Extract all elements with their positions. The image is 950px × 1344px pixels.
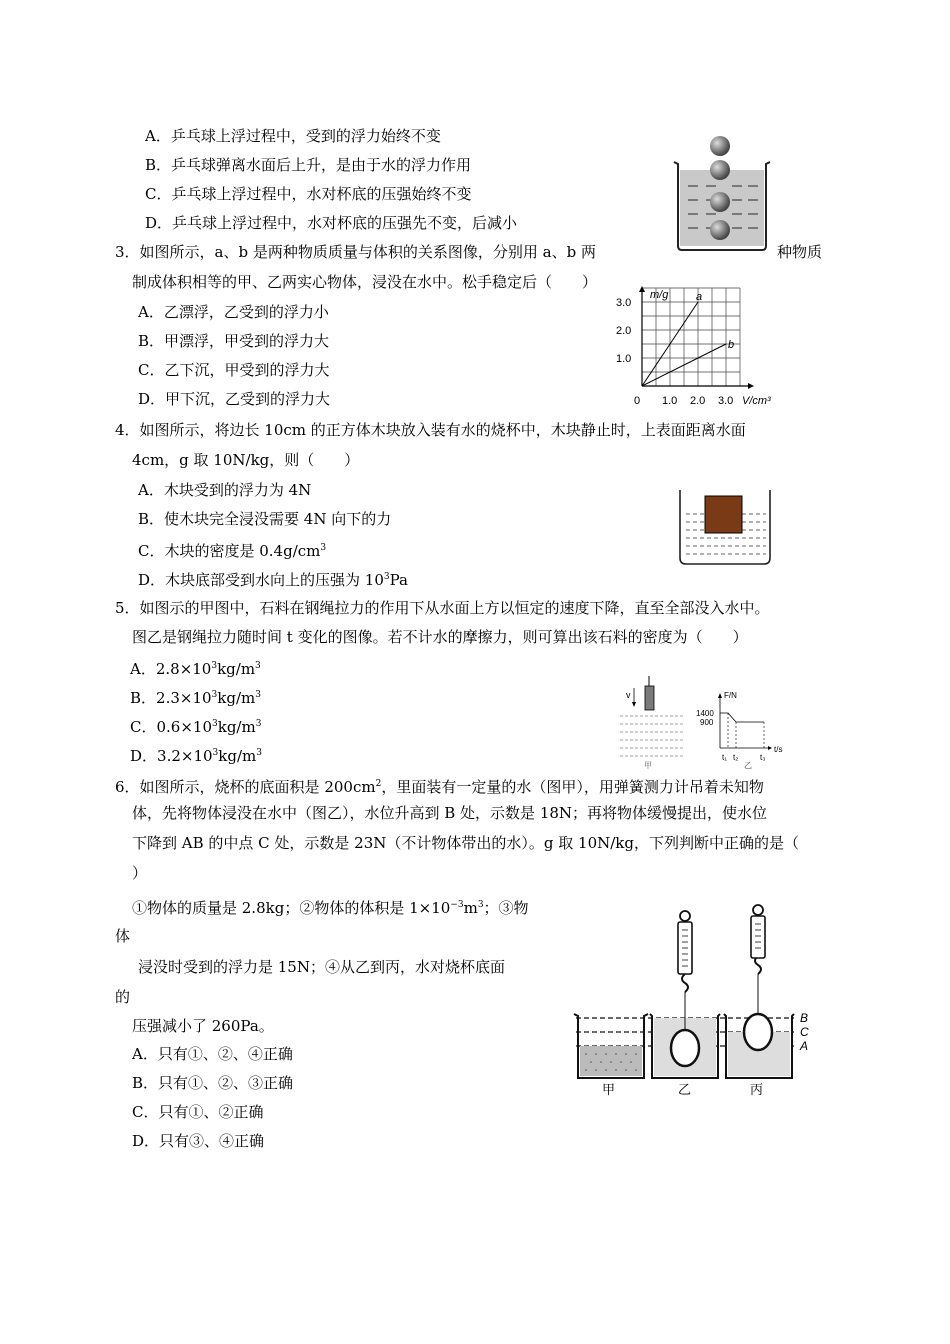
q3-stem-line1-tail: 种物质 xyxy=(777,243,823,261)
q4-option-b: B．使木块完全浸没需要 4N 向下的力 xyxy=(138,510,392,528)
q6-option-a: A．只有①、②、④正确 xyxy=(132,1045,293,1063)
beaker-balls-figure xyxy=(672,130,772,254)
time-tick-t1: t₁ xyxy=(722,753,727,762)
force-axis-label: F/N xyxy=(724,691,737,700)
force-tick-1400: 1400 xyxy=(696,709,714,718)
level-C-label: C xyxy=(800,1025,809,1039)
chart-ytick: 1.0 xyxy=(616,353,632,365)
chart-ytick: 3.0 xyxy=(616,297,632,309)
fig-bing-label: 丙 xyxy=(750,1082,764,1097)
q5-option-a: A．$2.8\times 10^3kg/m^3$ xyxy=(130,660,261,678)
q6-stem-line2: 体，先将物体浸没在水中（图乙），水位升高到 B 处，示数是 18N；再将物体缓慢提出，使水位 xyxy=(132,804,768,822)
chart-origin: 0 xyxy=(634,395,641,407)
fig-yi-label: 乙 xyxy=(678,1082,692,1097)
chart-series-a-label: a xyxy=(696,291,703,303)
q6-statement-line1: ①物体的质量是 2.8kg；②物体的体积是 $1\times 10^{-3}m^3$；③物 xyxy=(132,899,529,917)
q2-option-c: C．乒乓球上浮过程中，水对杯底的压强始终不变 xyxy=(145,185,472,203)
q5-stem-line2: 图乙是钢绳拉力随时间 t 变化的图像。若不计水的摩擦力，则可算出该石料的密度为（ ） xyxy=(132,628,748,646)
q3-stem-line1: 3．如图所示，a、b 是两种物质质量与体积的关系图像，分别用 a、b 两 xyxy=(115,243,596,261)
q5-option-b: B．$2.3\times 10^3kg/m^3$ xyxy=(130,689,261,707)
stone-force-time-figure xyxy=(616,676,796,768)
fig-yi-label: 乙 xyxy=(744,761,752,770)
spring-scale-beakers-figure xyxy=(572,902,822,1096)
q4-option-a: A．木块受到的浮力为 4N xyxy=(138,481,312,499)
chart-xtick: 2.0 xyxy=(690,395,706,407)
q5-option-d: D．$3.2\times 10^3kg/m^3$ xyxy=(130,747,262,765)
chart-xtick: 3.0 xyxy=(718,395,734,407)
chart-ylabel: m/g xyxy=(650,289,669,301)
time-tick-t3: t₃ xyxy=(760,753,766,762)
q5-option-c: C．$0.6\times 10^3kg/m^3$ xyxy=(130,718,262,736)
mass-volume-chart xyxy=(612,284,792,414)
q3-option-d: D．甲下沉，乙受到的浮力大 xyxy=(138,390,331,408)
fig-jia-label: 甲 xyxy=(602,1082,616,1097)
q3-option-a: A．乙漂浮，乙受到的浮力小 xyxy=(138,303,329,321)
q6-statement-line2: 体 xyxy=(115,927,131,945)
q6-option-b: B．只有①、②、③正确 xyxy=(132,1074,294,1092)
chart-xlabel: V/cm³ xyxy=(742,395,771,407)
force-tick-900: 900 xyxy=(700,718,714,727)
q4-stem-line2: 4cm，g 取 10N/kg，则（ ） xyxy=(132,451,360,469)
q4-option-d: D．木块底部受到水向上的压强为 $10^3Pa$ xyxy=(138,571,408,589)
time-tick-t2: t₂ xyxy=(733,753,739,762)
level-B-label: B xyxy=(800,1011,809,1025)
q5-stem-line1: 5．如图示的甲图中，石料在钢绳拉力的作用下从水面上方以恒定的速度下降，直至全部没入水中。 xyxy=(115,599,770,617)
q4-stem-line1: 4．如图所示，将边长 10cm 的正方体木块放入装有水的烧杯中，木块静止时，上表面距离水面 xyxy=(115,421,746,439)
q6-statement-line3: 浸没时受到的浮力是 15N；④从乙到丙，水对烧杯底面 xyxy=(138,958,505,976)
q4-option-c: C．木块的密度是 $0.4g/cm^3$ xyxy=(138,542,327,560)
q6-statement-line5: 压强减小了 260Pa。 xyxy=(132,1017,274,1035)
q3-stem-line2: 制成体积相等的甲、乙两实心物体，浸没在水中。松手稳定后（ ） xyxy=(132,273,598,291)
q6-stem-line1: 6．如图所示，烧杯的底面积是 $200cm^2$，里面装有一定量的水（图甲），用弹簧测力计吊着未知物 xyxy=(115,778,764,796)
time-axis-label: t/s xyxy=(774,745,783,754)
q6-option-d: D．只有③、④正确 xyxy=(132,1132,265,1150)
q2-option-a: A．乒乓球上浮过程中，受到的浮力始终不变 xyxy=(145,127,441,145)
chart-ytick: 2.0 xyxy=(616,325,632,337)
chart-xtick: 1.0 xyxy=(662,395,678,407)
q6-stem-line3: 下降到 AB 的中点 C 处，示数是 23N（不计物体带出的水）。g 取 10N/kg，下列判断中正确的是（ xyxy=(132,834,799,852)
q3-option-c: C．乙下沉，甲受到的浮力大 xyxy=(138,361,330,379)
q2-option-b: B．乒乓球弹离水面后上升，是由于水的浮力作用 xyxy=(145,156,472,174)
velocity-label: v xyxy=(626,690,631,700)
chart-series-b-label: b xyxy=(728,339,735,351)
q6-stem-line4: ） xyxy=(132,864,148,882)
q6-statement-line4: 的 xyxy=(115,988,131,1006)
beaker-wood-block-figure xyxy=(676,488,776,568)
q2-option-d: D．乒乓球上浮过程中，水对杯底的压强先不变，后减小 xyxy=(145,214,518,232)
fig-jia-label: 甲 xyxy=(644,761,652,770)
level-A-label: A xyxy=(800,1039,809,1053)
q6-option-c: C．只有①、②正确 xyxy=(132,1103,264,1121)
q3-option-b: B．甲漂浮，甲受到的浮力大 xyxy=(138,332,330,350)
